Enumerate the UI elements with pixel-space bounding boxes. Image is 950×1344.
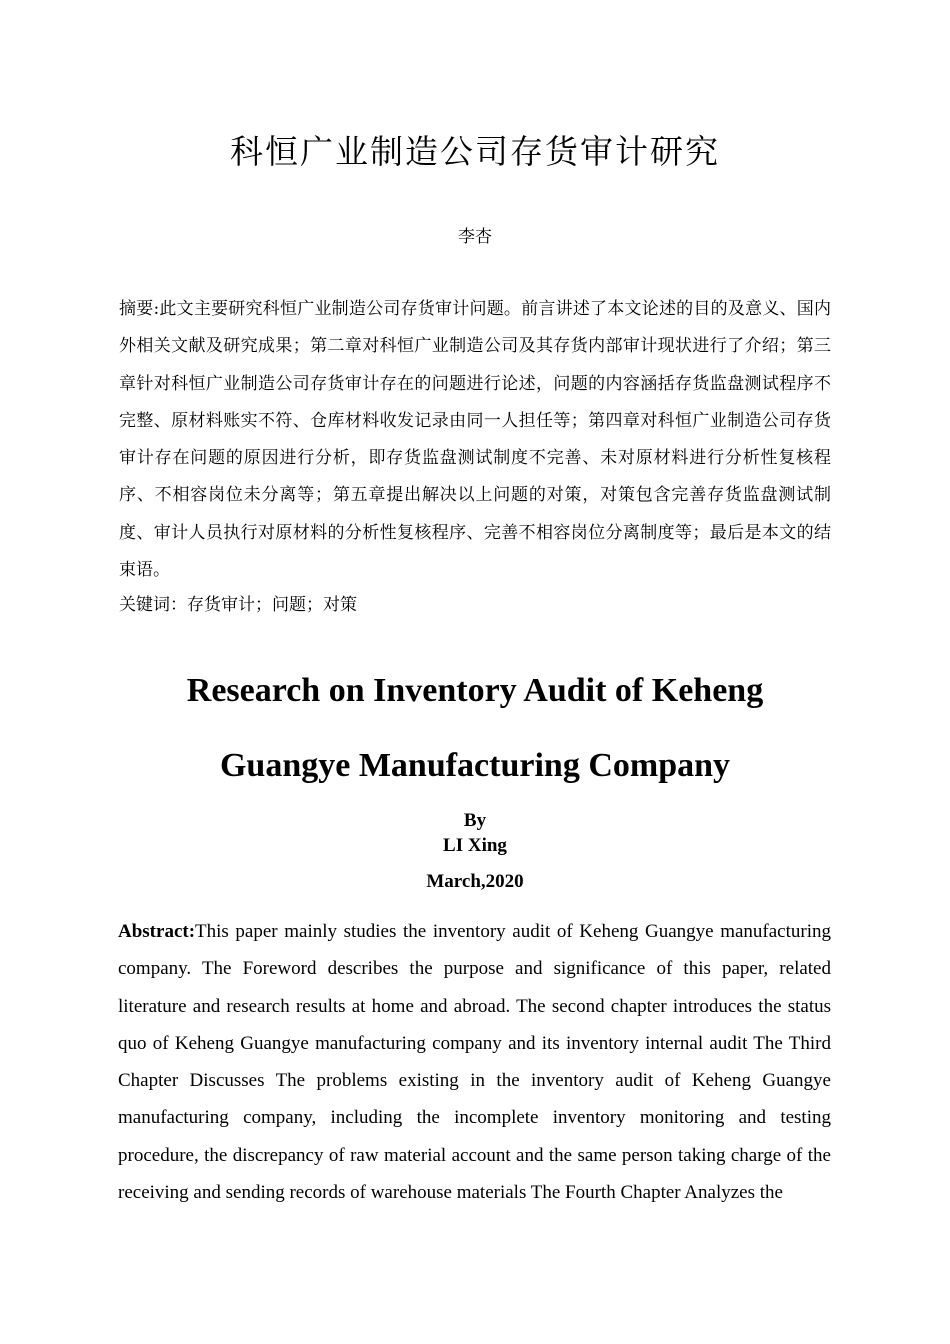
chinese-abstract-label: 摘要	[119, 299, 154, 319]
chinese-title: 科恒广业制造公司存货审计研究	[230, 132, 720, 171]
chinese-abstract	[119, 291, 831, 589]
chinese-abstract-text: :此文主要研究科恒广业制造公司存货审计问题。前言讲述了本文论述的目的及意义、国内外相关文献及研究成果；第二章对科恒广业制造公司及其存货内部审计现状进行了介绍；第三章针对科恒广业制造公司存货审计存在的问题进行论述，问题的内容涵括存货监盘测试程序不完整、原材料账实不符、仓库材料收发记录由同一人担任等；第四章对科恒广业制造公司存货审计存在问题的原因进行分析，即存货监盘测试制度不完善、未对原材料进行分析性复核程序、不相容岗位未分离等；第五章提出解决以上问题的对策，对策包含完善存货监盘测试制度、审计人员执行对原材料的分析性复核程序、完善不相容岗位分离制度等；最后是本文的结束语。	[119, 299, 831, 581]
chinese-keywords-label: 关键词：	[119, 595, 187, 615]
english-title-line-2: Guangye Manufacturing Company	[219, 747, 731, 784]
english-abstract	[118, 913, 831, 1211]
english-by-line: By	[463, 810, 487, 831]
english-author: LI Xing	[443, 835, 507, 856]
chinese-author: 李杏	[458, 227, 492, 247]
chinese-keywords	[119, 590, 831, 620]
english-date: March,2020	[426, 871, 524, 892]
english-title	[100, 653, 850, 803]
english-abstract-label: Abstract:	[118, 921, 196, 942]
english-title-line-1: Research on Inventory Audit of Keheng	[186, 672, 764, 709]
english-abstract-text: This paper mainly studies the inventory audit of Keheng Guangye manufacturing company. The Foreword describes the purpose and significance of this paper, related literature and research results at home and abroad. The second chapter introduces the status quo of Keheng Guangye manufacturing company and its inventory internal audit The Third Chapter Discusses The problems existing in the inventory audit of Keheng Guangye manufacturing company, including the incomplete inventory monitoring and testing procedure, the discrepancy of raw material account and the same person taking charge of the receiving and sending records of warehouse materials The Fourth Chapter Analyzes the	[118, 921, 831, 1204]
chinese-keywords-text: 存货审计；问题；对策	[187, 595, 357, 615]
